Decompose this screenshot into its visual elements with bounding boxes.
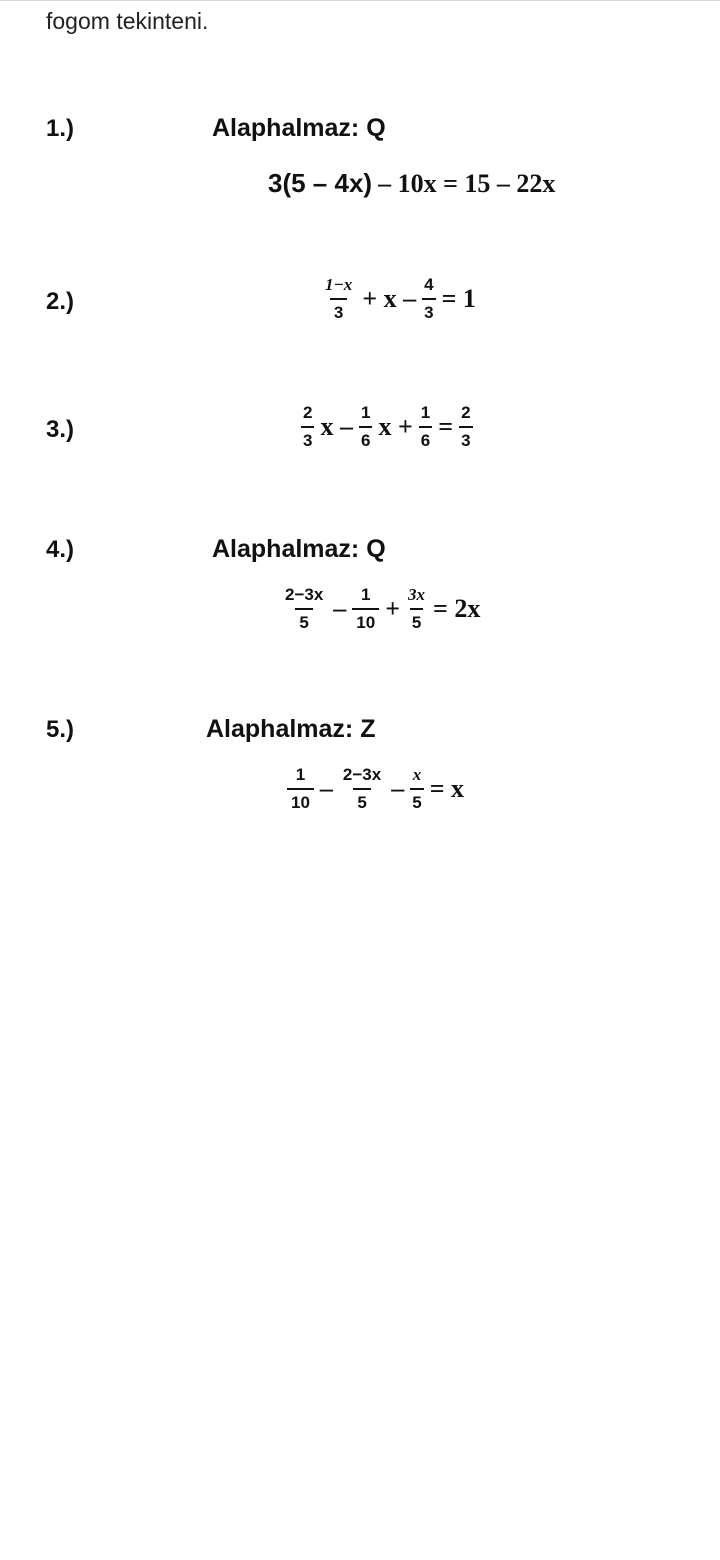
operator: x + [378, 411, 413, 441]
problem-3-equation [300, 403, 474, 450]
operator: = x [429, 773, 465, 803]
page-top-border [0, 0, 720, 1]
fraction-numerator: 2 [461, 403, 471, 422]
fraction-denominator: 3 [301, 426, 314, 451]
operator: – [391, 773, 405, 803]
fraction [359, 403, 372, 450]
fraction [281, 585, 327, 632]
equation-part: 3(5 – 4x) [268, 168, 373, 198]
fraction-numerator: 2−3x [285, 585, 324, 604]
problem-5-number: 5.) [46, 716, 75, 743]
fraction-denominator: 5 [410, 788, 423, 813]
operator: x – [320, 411, 353, 441]
fraction [301, 403, 314, 450]
fraction [422, 275, 435, 322]
operator: – [333, 593, 347, 623]
fraction-denominator: 10 [352, 608, 379, 633]
fraction [406, 585, 427, 632]
fraction [352, 585, 379, 632]
fraction [339, 765, 385, 812]
fraction-denominator: 3 [330, 298, 347, 323]
fraction-numerator: 4 [424, 275, 434, 294]
operator: = 1 [441, 283, 476, 313]
fraction [321, 275, 356, 322]
fraction-denominator: 10 [287, 788, 314, 813]
problem-4-number: 4.) [46, 536, 75, 563]
problem-5-equation [286, 765, 469, 812]
fraction-numerator: 1 [361, 585, 371, 604]
fraction-numerator: 2 [303, 403, 313, 422]
problem-3-number: 3.) [46, 416, 75, 443]
operator: + x – [362, 283, 417, 313]
problem-1-number: 1.) [46, 115, 75, 142]
fraction-denominator: 3 [459, 426, 472, 451]
fraction-denominator: 5 [295, 608, 312, 633]
intro-text: fogom tekinteni. [46, 8, 209, 34]
problem-1-equation [268, 168, 555, 199]
fraction-denominator: 3 [422, 298, 435, 323]
problem-5-set-label: Alaphalmaz: Z [206, 715, 376, 743]
fraction-numerator: 1 [295, 765, 306, 784]
fraction-numerator: 3x [408, 585, 426, 604]
fraction-numerator: 2−3x [342, 765, 382, 784]
problem-2-equation [320, 275, 481, 322]
fraction-numerator: x [412, 765, 422, 784]
fraction [459, 403, 472, 450]
fraction-denominator: 5 [410, 608, 423, 633]
fraction-denominator: 6 [419, 426, 432, 451]
equation-part: – 10x = 15 – 22x [378, 168, 556, 198]
operator: = 2x [433, 593, 481, 623]
operator: – [319, 773, 333, 803]
problem-4-equation [280, 585, 485, 632]
fraction-numerator: 1 [360, 403, 371, 422]
fraction-denominator: 5 [353, 788, 370, 813]
fraction [410, 765, 423, 812]
fraction [419, 403, 432, 450]
fraction [287, 765, 314, 812]
problem-1-set-label: Alaphalmaz: Q [212, 114, 386, 142]
problem-4-set-label: Alaphalmaz: Q [212, 535, 386, 563]
fraction-numerator: 1−x [325, 275, 353, 294]
fraction-numerator: 1 [420, 403, 431, 422]
fraction-denominator: 6 [359, 426, 372, 451]
operator: + [385, 593, 401, 623]
problem-2-number: 2.) [46, 288, 75, 315]
operator: = [438, 411, 454, 441]
